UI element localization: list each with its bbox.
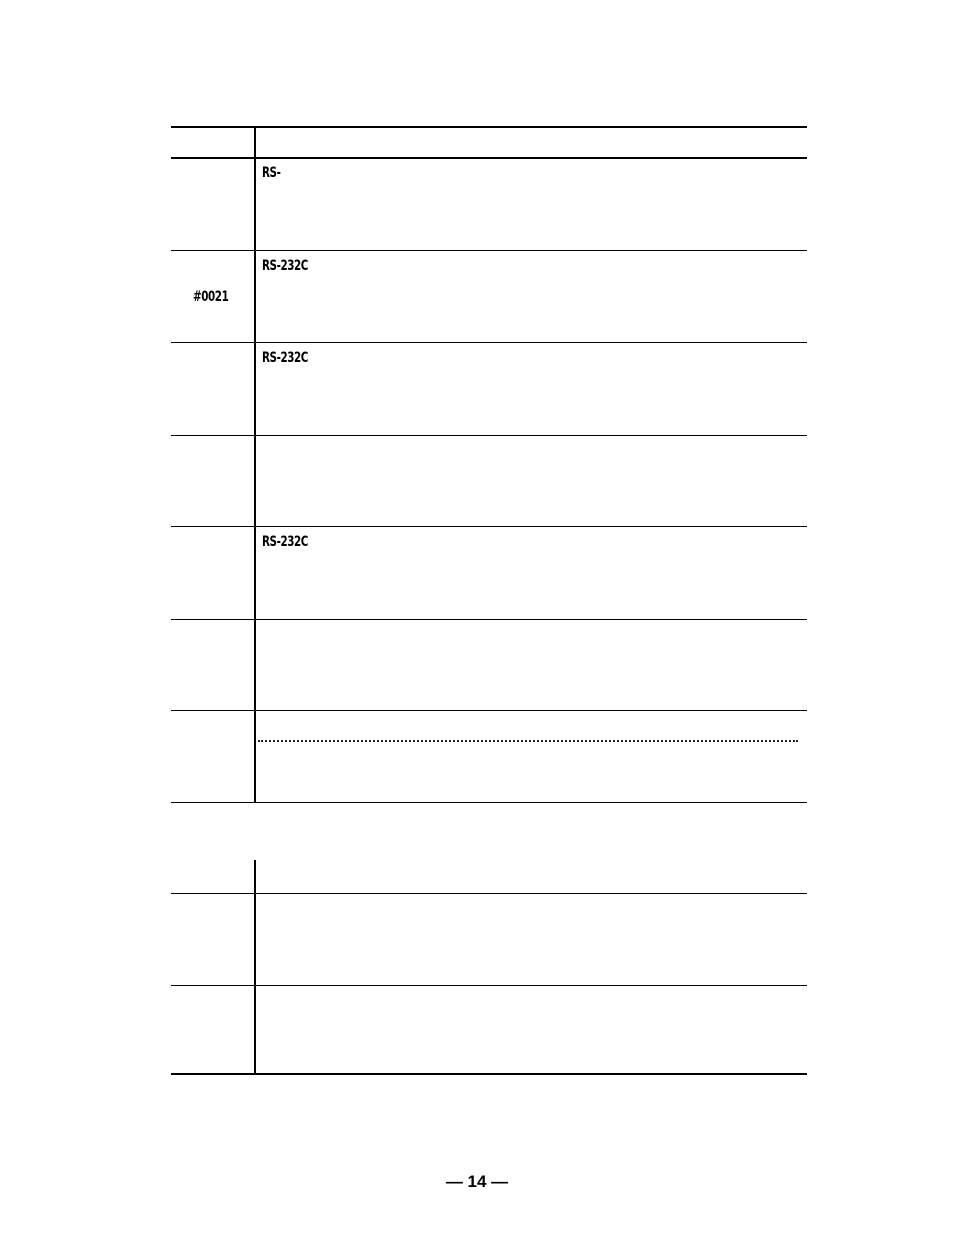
page-number: — 14 — bbox=[445, 1172, 509, 1191]
table-1-row-separator bbox=[171, 250, 807, 251]
table-1-row-separator bbox=[171, 526, 807, 527]
table-1-top-border bbox=[171, 126, 807, 128]
dotted-leader-line bbox=[258, 740, 798, 742]
table-row-2-text: RS-232C bbox=[262, 258, 308, 274]
table-1-bottom-border bbox=[171, 802, 807, 803]
table-1-row-separator bbox=[171, 342, 807, 343]
table-row-3-text: RS-232C bbox=[262, 350, 308, 366]
table-1-header-bottom-border bbox=[171, 157, 807, 159]
table-row-1-text: RS- bbox=[262, 165, 281, 181]
table-row-2-id: #0021 bbox=[193, 289, 229, 305]
table-2-row-separator bbox=[171, 985, 807, 986]
table-1-header-divider bbox=[254, 126, 256, 158]
table-1-row-separator bbox=[171, 710, 807, 711]
table-2-bottom-border bbox=[171, 1073, 807, 1075]
table-row-5-text: RS-232C bbox=[262, 534, 308, 550]
table-2-header-bottom-border bbox=[171, 893, 807, 894]
table-1-row-separator bbox=[171, 619, 807, 620]
table-1-column-divider bbox=[254, 158, 256, 803]
table-1-row-separator bbox=[171, 435, 807, 436]
